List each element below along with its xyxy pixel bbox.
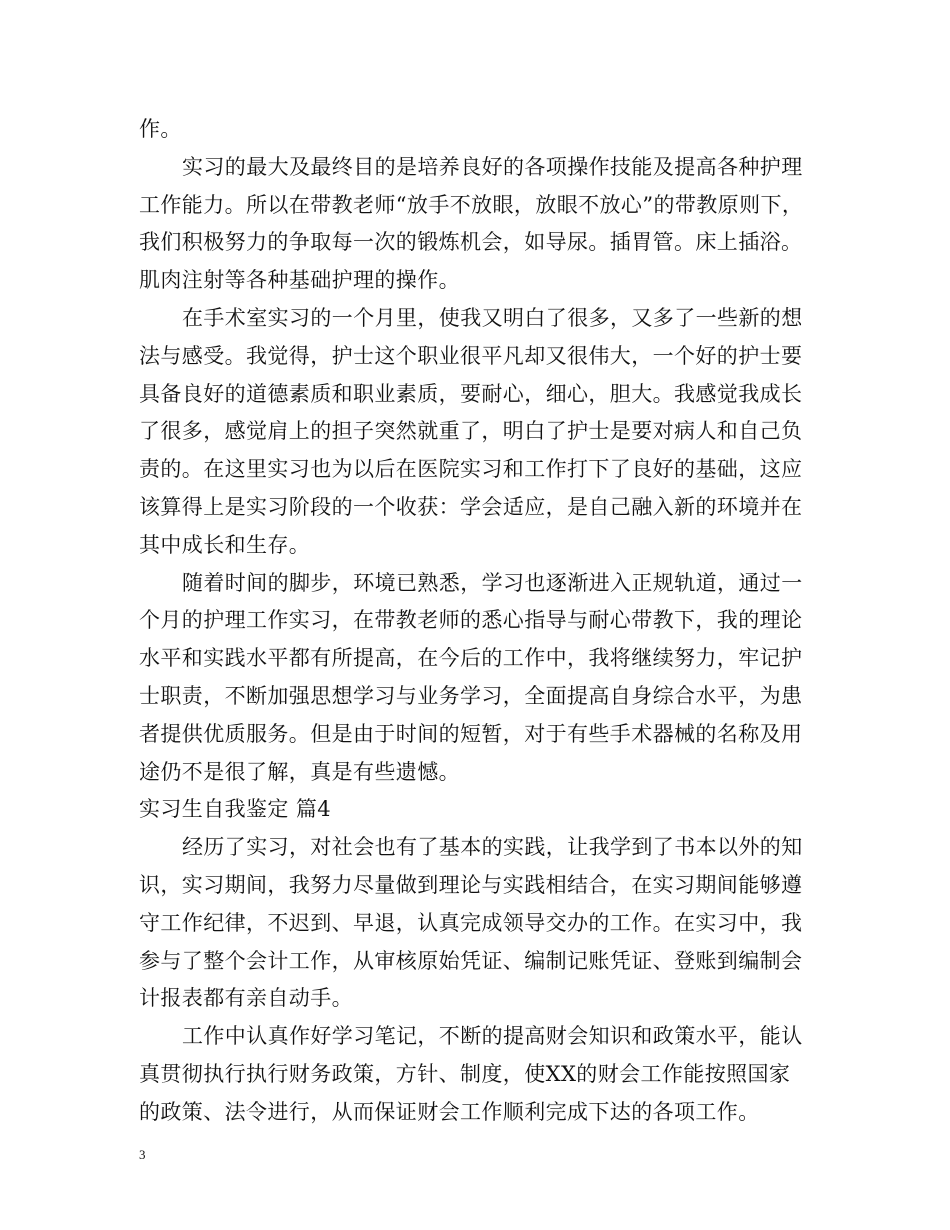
- text-line: 随着时间的脚步，环境已熟悉，学习也逐渐进入正规轨道，通过一: [182, 570, 803, 595]
- text-line: 的政策、法令进行，从而保证财会工作顺利完成下达的各项工作。: [139, 1099, 760, 1124]
- paragraph-progress: [139, 565, 829, 792]
- text-line: 工作能力。所以在带教老师“放手不放眼，放眼不放心”的带教原则下，: [139, 192, 804, 217]
- text-line: 实习的最大及最终目的是培养良好的各项操作技能及提高各种护理: [182, 154, 803, 179]
- text-line: 具备良好的道德素质和职业素质，要耐心，细心，胆大。我感觉我成长: [139, 381, 803, 406]
- text-line: 真贯彻执行执行财务政策，方针、制度，使XX的财会工作能按照国家: [139, 1061, 791, 1086]
- section-heading: 实习生自我鉴定 篇4: [139, 797, 332, 822]
- text-line: 了很多，感觉肩上的担子突然就重了，明白了护士是要对病人和自己负: [139, 419, 803, 444]
- paragraph-operating-room: [139, 300, 829, 565]
- text-line: 肌肉注射等各种基础护理的操作。: [139, 268, 460, 293]
- page-body: [139, 111, 829, 1132]
- text-line: 该算得上是实习阶段的一个收获：学会适应，是自己融入新的环境并在: [139, 494, 803, 519]
- text-line: 法与感受。我觉得，护士这个职业很平凡却又很伟大，一个好的护士要: [139, 343, 803, 368]
- text-line: 其中成长和生存。: [139, 532, 311, 557]
- text-line: 识，实习期间，我努力尽量做到理论与实践相结合，在实习期间能够遵: [139, 872, 803, 897]
- paragraph-accounting-practice: [139, 829, 829, 1018]
- text-line: 作。: [139, 117, 182, 141]
- text-line: 责的。在这里实习也为以后在医院实习和工作打下了良好的基础，这应: [139, 457, 803, 482]
- page-number: 3: [139, 1147, 146, 1162]
- text-line: 在手术室实习的一个月里，使我又明白了很多，又多了一些新的想: [182, 305, 803, 330]
- text-line: 守工作纪律，不迟到、早退，认真完成领导交办的工作。在实习中，我: [139, 910, 803, 935]
- text-line: 途仍不是很了解，真是有些遗憾。: [139, 759, 460, 784]
- text-line: 个月的护理工作实习，在带教老师的悉心指导与耐心带教下，我的理论: [139, 608, 803, 633]
- text-line: 水平和实践水平都有所提高，在今后的工作中，我将继续努力，牢记护: [139, 646, 803, 671]
- text-line: 经历了实习，对社会也有了基本的实践，让我学到了书本以外的知: [182, 835, 803, 860]
- text-line: 参与了整个会计工作，从审核原始凭证、编制记账凭证、登账到编制会: [139, 948, 803, 973]
- paragraph-practice-goal: [139, 149, 829, 300]
- text-line: 我们积极努力的争取每一次的锻炼机会，如导尿。插胃管。床上插浴。: [139, 230, 803, 255]
- text-line: 工作中认真作好学习笔记，不断的提高财会知识和政策水平，能认: [182, 1024, 803, 1049]
- text-line: 计报表都有亲自动手。: [139, 986, 353, 1011]
- text-line: 者提供优质服务。但是由于时间的短暂，对于有些手术器械的名称及用: [139, 721, 803, 746]
- paragraph-work-notes: [139, 1018, 829, 1131]
- text-line: 士职责，不断加强思想学习与业务学习，全面提高自身综合水平，为患: [139, 683, 803, 708]
- paragraph-continuation: [139, 111, 829, 149]
